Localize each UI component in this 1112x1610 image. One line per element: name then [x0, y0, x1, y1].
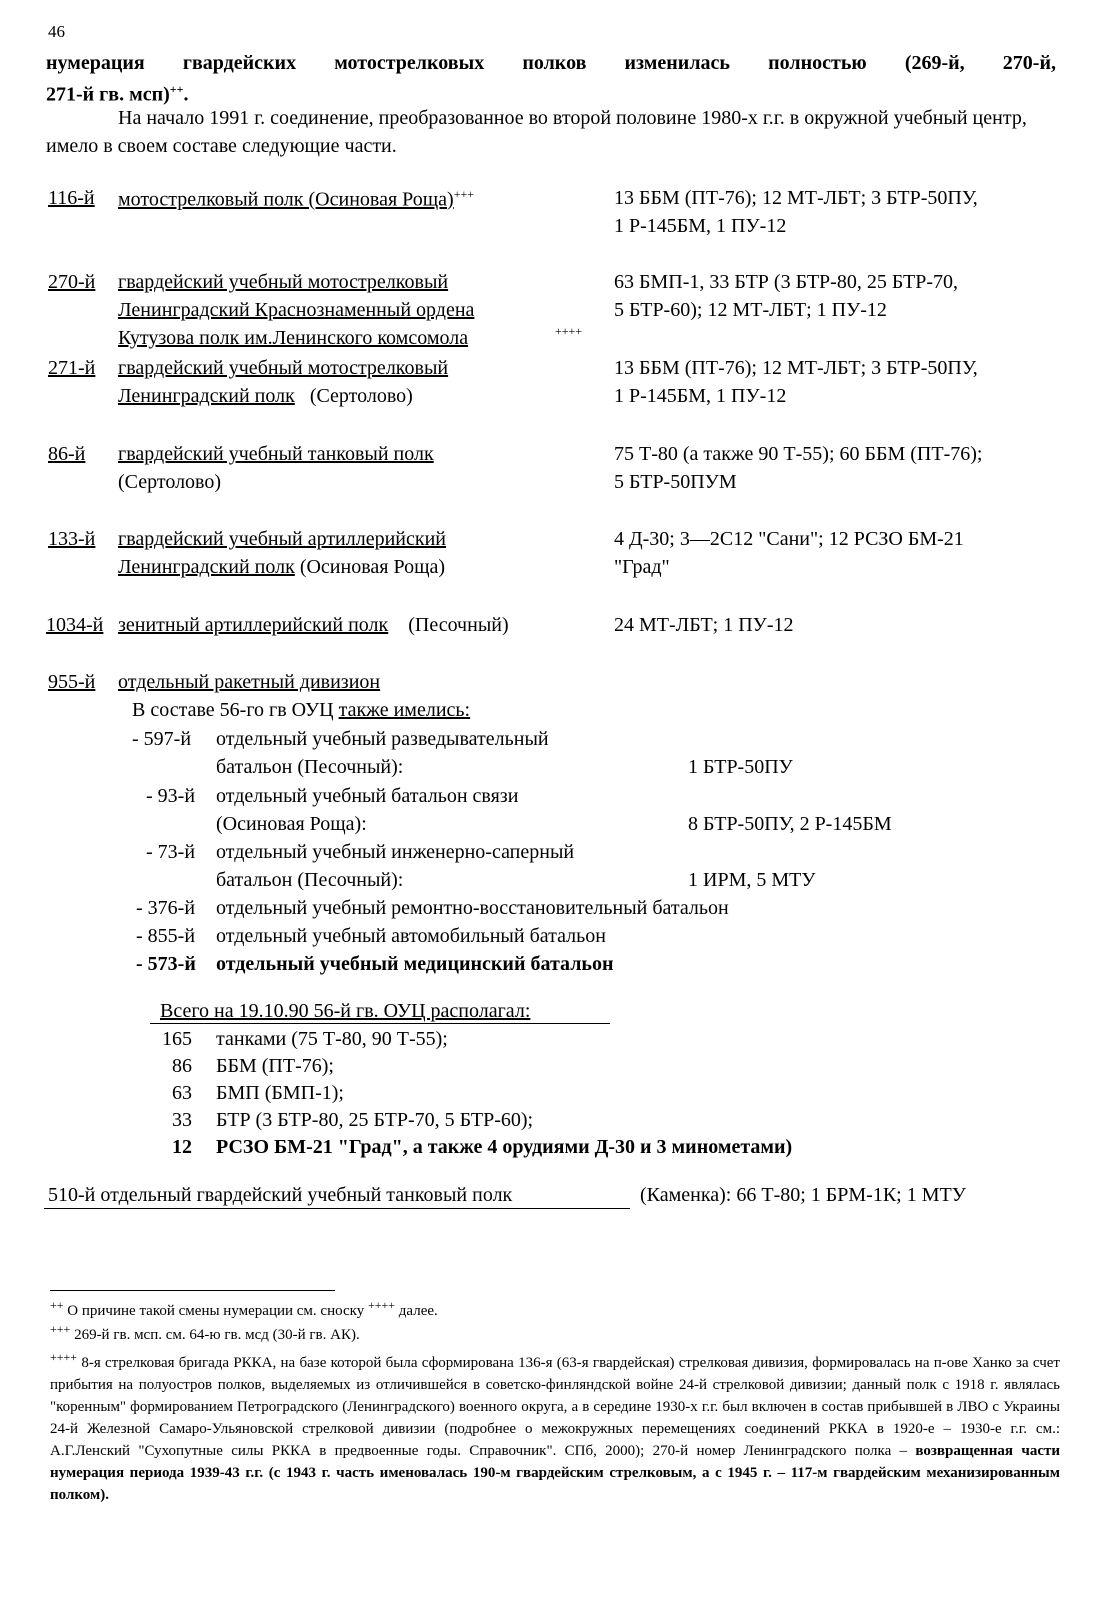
- footnote-2: +++ 269-й гв. мсп. см. 64-ю гв. мсд (30-й гв. АК).: [50, 1322, 360, 1343]
- unit-equipment: 1 Р-145БМ, 1 ПУ-12: [614, 385, 787, 407]
- intro-bold-paragraph: [46, 50, 1056, 108]
- subunit-name: (Осиновая Роща):: [216, 813, 367, 835]
- totals-count: 63: [172, 1082, 192, 1104]
- subunit-name: батальон (Песочный):: [216, 869, 404, 891]
- unit-name: мотострелковый полк (Осиновая Роща)+++: [118, 187, 475, 211]
- subunit-name: отдельный учебный автомобильный батальон: [216, 925, 606, 947]
- page-number: 46: [48, 22, 65, 41]
- unit-number: 86-й: [48, 443, 86, 465]
- unit-number: 270-й: [48, 271, 96, 293]
- subunit-number: - 93-й: [146, 785, 196, 807]
- totals-count: 12: [172, 1136, 192, 1158]
- unit-name: зенитный артиллерийский полк (Песочный): [118, 614, 509, 636]
- unit-510-name: 510-й отдельный гвардейский учебный танковый полк: [48, 1184, 513, 1206]
- subunit-number: - 573-й: [136, 953, 196, 975]
- totals-count: 165: [162, 1028, 192, 1050]
- subunit-number: - 376-й: [136, 897, 196, 919]
- unit-510-underline: [44, 1208, 630, 1209]
- totals-underline: [150, 1023, 610, 1024]
- unit-footnote-mark: ++++: [555, 324, 583, 338]
- unit-number: 116-й: [48, 187, 95, 209]
- unit-name: отдельный ракетный дивизион: [118, 671, 381, 693]
- subunit-name: отдельный учебный батальон связи: [216, 785, 519, 807]
- footnote-1: ++ О причине такой смены нумерации см. сноску ++++ далее.: [50, 1298, 438, 1319]
- unit-name: гвардейский учебный танковый полк: [118, 443, 434, 465]
- unit-510-equipment: (Каменка): 66 Т-80; 1 БРМ-1К; 1 МТУ: [640, 1184, 966, 1206]
- unit-name: Ленинградский полк (Осиновая Роща): [118, 556, 446, 578]
- unit-name: Кутузова полк им.Ленинского комсомола: [118, 327, 469, 349]
- subunit-name: батальон (Песочный):: [216, 756, 404, 778]
- unit-equipment: 24 МТ-ЛБТ; 1 ПУ-12: [614, 614, 794, 636]
- unit-equipment: 75 Т-80 (а также 90 Т-55); 60 ББМ (ПТ-76);: [614, 443, 983, 465]
- unit-name: гвардейский учебный мотострелковый: [118, 271, 449, 293]
- unit-name: гвардейский учебный мотострелковый: [118, 357, 449, 379]
- unit-number: 1034-й: [46, 614, 104, 636]
- unit-number: 133-й: [48, 528, 96, 550]
- unit-equipment: 1 Р-145БМ, 1 ПУ-12: [614, 215, 787, 237]
- unit-name: Ленинградский Краснознаменный ордена: [118, 299, 475, 321]
- intro-paragraph: [46, 104, 1056, 160]
- intro-footnote-mark: ++: [169, 82, 184, 96]
- also-heading: В составе 56-го гв ОУЦ также имелись:: [132, 699, 471, 721]
- unit-location: (Сертолово): [118, 471, 222, 493]
- subunit-name: отдельный учебный ремонтно-восстановительный батальон: [216, 897, 729, 919]
- totals-item: танками (75 Т-80, 90 Т-55);: [216, 1028, 448, 1050]
- intro-paragraph-text: На начало 1991 г. соединение, преобразованное во второй половине 1980-х г.г. в окружной учебный центр, имело в своем составе следующие части.: [46, 107, 1027, 157]
- unit-equipment: 63 БМП-1, 33 БТР (3 БТР-80, 25 БТР-70,: [614, 271, 959, 293]
- subunit-number: - 855-й: [136, 925, 196, 947]
- totals-item: БТР (3 БТР-80, 25 БТР-70, 5 БТР-60);: [216, 1109, 534, 1131]
- totals-count: 86: [172, 1055, 192, 1077]
- subunit-name: отдельный учебный медицинский батальон: [216, 953, 614, 975]
- subunit-number: - 73-й: [146, 841, 196, 863]
- unit-equipment: 13 ББМ (ПТ-76); 12 МТ-ЛБТ; 3 БТР-50ПУ,: [614, 187, 978, 209]
- intro-line-2: 271-й гв. мсп): [46, 83, 170, 106]
- totals-item: БМП (БМП-1);: [216, 1082, 344, 1104]
- unit-equipment: 5 БТР-60); 12 МТ-ЛБТ; 1 ПУ-12: [614, 299, 887, 321]
- totals-item: ББМ (ПТ-76);: [216, 1055, 334, 1077]
- totals-count: 33: [172, 1109, 192, 1131]
- intro-line-2-end: .: [183, 83, 189, 106]
- unit-name: гвардейский учебный артиллерийский: [118, 528, 447, 550]
- intro-line-1: нумерация гвардейских мотострелковых полков изменилась полностью (269-й, 270-й,: [46, 52, 1056, 74]
- subunit-equipment: 1 БТР-50ПУ: [688, 756, 793, 778]
- subunit-equipment: 1 ИРМ, 5 МТУ: [688, 869, 816, 891]
- footnote-3: ++++ 8-я стрелковая бригада РККА, на базе которой была сформирована 136-я (63-я гвардейская) стрелковая дивизия, формировалась на п-ове Ханко за счет прибытия на полуостров полков, выделяемых из отличившейся в советско-финляндской войне 24-й стрелковой дивизии; данный полк с 1918 г. являлась "коренным" формированием Петроградского (Ленинградского) военного округа, а в середине 1930-х г.г. был включен в состав прибывшей в ЛВО с Украины 24-й Железной Самаро-Ульяновской стрелковой дивизии (подробнее о межокружных перемещениях соединений РККА в 1920-е – 1930-е г.г. см.: А.Г.Ленский "Сухопутные силы РККА в предвоенные годы. Справочник". СПб, 2000); 270-й номер Ленинградского полка – возвращенная части нумерация периода 1939-43 г.г. (с 1943 г. часть именовалась 190-м гвардейским стрелковым, а с 1945 г. – 117-м гвардейским механизированным полком).: [50, 1350, 1060, 1503]
- subunit-name: отдельный учебный инженерно-саперный: [216, 841, 575, 863]
- subunit-name: отдельный учебный разведывательный: [216, 728, 549, 750]
- unit-equipment: 4 Д-30; 3—2С12 "Сани"; 12 РСЗО БМ-21: [614, 528, 964, 550]
- totals-heading: Всего на 19.10.90 56-й гв. ОУЦ располагал:: [160, 1000, 531, 1022]
- subunit-number: - 597-й: [132, 728, 192, 750]
- unit-number: 955-й: [48, 671, 96, 693]
- unit-number: 271-й: [48, 357, 96, 379]
- subunit-equipment: 8 БТР-50ПУ, 2 Р-145БМ: [688, 813, 892, 835]
- totals-item: РСЗО БМ-21 "Град", а также 4 орудиями Д-30 и 3 минометами): [216, 1136, 793, 1158]
- unit-equipment: 5 БТР-50ПУМ: [614, 471, 737, 493]
- footnote-separator: [50, 1290, 335, 1291]
- unit-equipment: 13 ББМ (ПТ-76); 12 МТ-ЛБТ; 3 БТР-50ПУ,: [614, 357, 978, 379]
- unit-equipment: "Град": [614, 556, 670, 578]
- unit-name: Ленинградский полк (Сертолово): [118, 385, 413, 407]
